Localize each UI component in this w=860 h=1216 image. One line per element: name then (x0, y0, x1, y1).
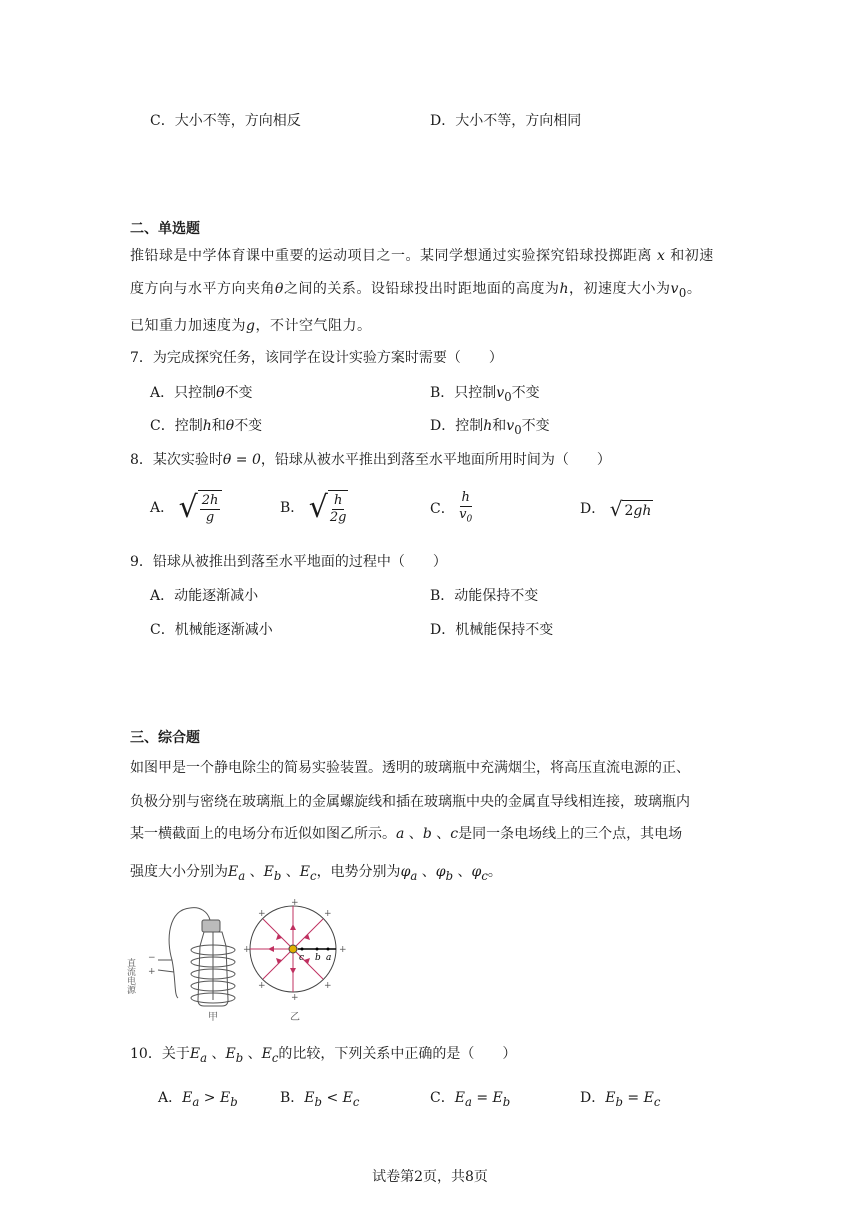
bottle-figure (158, 908, 235, 1006)
svg-text:+: + (258, 909, 266, 919)
section3-line4: 强度大小分别为$E_a$ 、$E_b$ 、$E_c$，电势分别为$\varphi_a$ 、$\varphi_b$ 、$\varphi_c$。 (130, 864, 502, 883)
minus-sign: − (148, 953, 156, 963)
q7-option-a: A．只控制θ不变 (150, 385, 253, 401)
q8-option-c: C． $\frac{h}{v_0}$ (430, 490, 472, 528)
svg-text:+: + (291, 993, 299, 1003)
q7-stem: 7．为完成探究任务，该同学在设计实验方案时需要（ ） (130, 350, 503, 366)
section2-heading: 二、单选题 (130, 221, 200, 237)
power-label: 直流电源 (125, 958, 135, 994)
q8-option-d: D． √ 2gh (580, 497, 652, 521)
q8-stem: 8．某次实验时θ = 0，铅球从被水平推出到落至水平地面所用时间为（ ） (130, 452, 611, 468)
svg-text:+: + (324, 909, 332, 919)
svg-text:+: + (339, 945, 347, 955)
q6-option-c: C．大小不等，方向相反 (150, 113, 301, 129)
q9-option-d: D．机械能保持不变 (430, 622, 554, 638)
q9-stem: 9．铅球从被推出到落至水平地面的过程中（ ） (130, 554, 447, 570)
point-a-label: a (326, 953, 332, 963)
q10-option-c: C．$E_a = E_b$ (430, 1090, 511, 1109)
q9-option-b: B．动能保持不变 (430, 588, 539, 604)
section2-intro: 推铅球是中学体育课中重要的运动项目之一。某同学想通过实验探究铅球投掷距离 x 和初速 度方向与水平方向夹角θ之间的关系。设铅球投出时距地面的高度为h，初速度大小为$v_0$。 已知重力加速度为g，不计空气阻力。 (130, 248, 714, 334)
svg-text:+: + (243, 945, 251, 955)
point-b-label: b (315, 953, 321, 963)
point-c-label: c (299, 953, 305, 963)
svg-text:+: + (258, 981, 266, 991)
label-jia: 甲 (208, 1012, 218, 1023)
q10-stem: 10．关于$E_a$ 、$E_b$ 、$E_c$的比较，下列关系中正确的是（ ） (130, 1046, 517, 1065)
q6-option-d: D．大小不等，方向相同 (430, 113, 582, 129)
section3-line2: 负极分别与密绕在玻璃瓶上的金属螺旋线和插在玻璃瓶中央的金属直导线相连接，玻璃瓶内 (130, 794, 690, 810)
q7-option-c: C．控制h和θ不变 (150, 418, 263, 434)
section3-line3: 某一横截面上的电场分布近似如图乙所示。a 、b 、c是同一条电场线上的三个点，其电场 (130, 826, 683, 842)
section3-heading: 三、综合题 (130, 730, 200, 746)
h-over-v0: $\frac{h}{v_0}$ (459, 490, 473, 525)
q10-option-b: B．$E_b < E_c$ (280, 1090, 360, 1109)
q10-option-a: A．$E_a > E_b$ (158, 1090, 238, 1109)
q8-option-a: A． √ $\frac{2h}{g}$ (150, 490, 222, 526)
field-diagram (243, 898, 347, 1003)
q9-option-c: C．机械能逐渐减小 (150, 622, 273, 638)
figure-svg (125, 898, 353, 1023)
figure-electrostatic-precipitator (125, 898, 353, 1023)
q7-option-d: D．控制h和$v_0$不变 (430, 418, 550, 437)
q8-option-b: B． √ $\frac{h}{2g}$ (280, 490, 347, 525)
sqrt-h-over-2g: √ $\frac{h}{2g}$ (308, 490, 347, 525)
sqrt-2gh: √ 2gh (609, 497, 652, 521)
section3-line1: 如图甲是一个静电除尘的简易实验装置。透明的玻璃瓶中充满烟尘，将高压直流电源的正、 (130, 760, 690, 776)
q9-option-a: A．动能逐渐减小 (150, 588, 259, 604)
sqrt-2h-over-g: √ $\frac{2h}{g}$ (179, 490, 223, 526)
page-footer: 试卷第2页，共8页 (372, 1169, 488, 1185)
svg-text:+: + (324, 981, 332, 991)
q7-option-b: B．只控制$v_0$不变 (430, 385, 540, 404)
q10-option-d: D．$E_b = E_c$ (580, 1090, 661, 1109)
plus-sign: + (148, 967, 156, 977)
label-yi: 乙 (290, 1012, 300, 1023)
svg-text:+: + (291, 898, 299, 908)
